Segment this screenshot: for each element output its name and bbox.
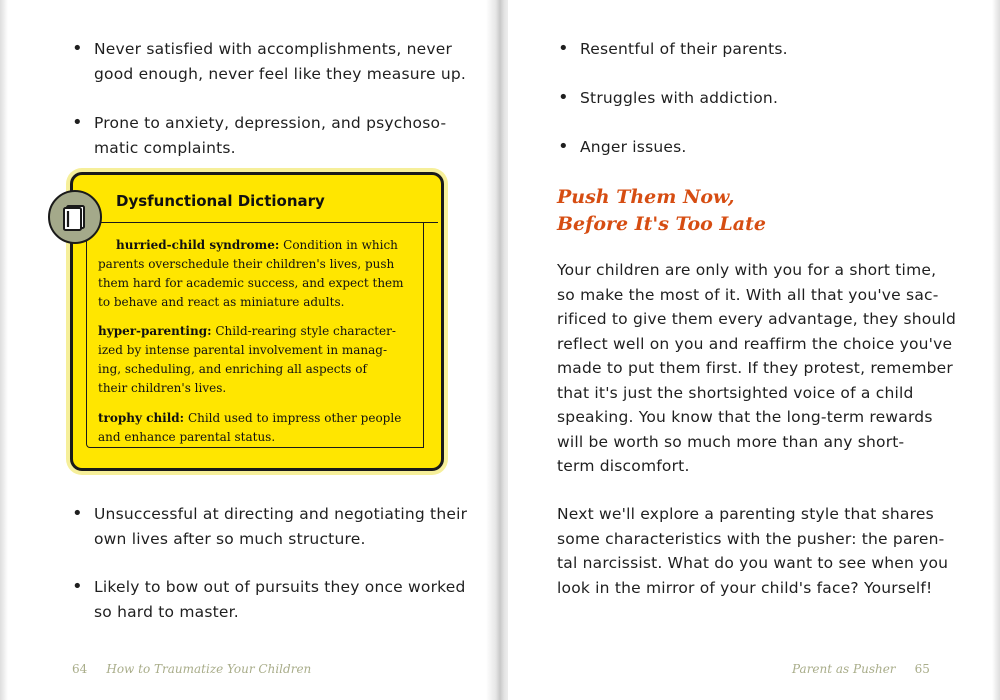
- bullet-item: [558, 86, 779, 111]
- bullet-line: so hard to master.: [94, 602, 239, 621]
- definition-text: parents overschedule their children's lives, push: [98, 257, 395, 271]
- definition-text: ized by intense parental involvement in manag-: [98, 343, 388, 357]
- paragraph-line: speaking. You know that the long-term rewards: [557, 408, 933, 426]
- bullet-item: [72, 575, 466, 624]
- paragraph-line: some characteristics with the pusher: the paren-: [557, 529, 945, 548]
- bullet-line: Never satisfied with accomplishments, never: [94, 40, 453, 58]
- page-number: 65: [914, 662, 930, 676]
- running-head: How to Traumatize Your Children: [106, 662, 312, 676]
- definition-text: and enhance parental status.: [98, 430, 276, 444]
- bullet-line: own lives after so much structure.: [94, 529, 366, 548]
- body-paragraph: [557, 502, 948, 600]
- paragraph-line: that it's just the shortsighted voice of a child: [557, 383, 914, 402]
- bullet-line: Likely to bow out of pursuits they once worked: [94, 578, 466, 596]
- running-head: Parent as Pusher: [792, 662, 896, 676]
- definition-term: hurried-child syndrome:: [116, 238, 280, 252]
- paragraph-line: so make the most of it. With all that you've sac-: [557, 285, 939, 304]
- heading-line: Push Them Now,: [557, 186, 735, 208]
- bullet-item: [72, 502, 468, 551]
- bullet-line: Unsuccessful at directing and negotiating their: [94, 505, 468, 523]
- section-heading: [557, 184, 766, 238]
- paragraph-line: tal narcissist. What do you want to see when you: [557, 554, 949, 572]
- paragraph-line: made to put them first. If they protest, remember: [557, 359, 953, 377]
- paragraph-line: look in the mirror of your child's face? Yourself!: [557, 578, 933, 597]
- definition-entry: [98, 409, 401, 447]
- definition-text: ing, scheduling, and enriching all aspects of: [98, 362, 367, 376]
- definition-text: Condition in which: [283, 238, 398, 252]
- page-edge-shadow: [992, 0, 1000, 700]
- definition-text: Child-rearing style character-: [215, 324, 396, 338]
- bullet-dot: •: [72, 503, 83, 524]
- paragraph-line: will be worth so much more than any short-: [557, 432, 905, 451]
- bullet-line: Prone to anxiety, depression, and psychoso-: [94, 114, 447, 132]
- bullet-line: matic complaints.: [94, 138, 236, 157]
- paragraph-line: rificed to give them every advantage, they should: [557, 310, 957, 328]
- paragraph-line: Next we'll explore a parenting style that shares: [557, 505, 934, 523]
- bullet-line: Resentful of their parents.: [580, 40, 788, 58]
- left-page: [0, 0, 492, 700]
- heading-line: Before It's Too Late: [557, 213, 766, 235]
- sidebar-title: Dysfunctional Dictionary: [116, 192, 325, 210]
- bullet-line: Struggles with addiction.: [580, 89, 779, 107]
- definition-text: their children's lives.: [98, 381, 227, 395]
- paragraph-line: term discomfort.: [557, 457, 690, 475]
- bullet-item: [72, 37, 467, 86]
- paragraph-line: reflect well on you and reaffirm the choice you've: [557, 334, 953, 353]
- left-footer: [72, 662, 311, 676]
- paragraph-line: Your children are only with you for a short time,: [557, 261, 937, 279]
- bullet-item: [72, 111, 447, 160]
- page-number: 64: [72, 662, 88, 676]
- definition-text: to behave and react as miniature adults.: [98, 295, 345, 309]
- book-icon: [48, 190, 102, 244]
- bullet-item: [558, 135, 687, 160]
- page-edge-shadow: [0, 0, 8, 700]
- definition-text: Child used to impress other people: [187, 411, 402, 425]
- right-footer: [792, 662, 930, 676]
- bullet-dot: •: [72, 38, 83, 59]
- bullet-dot: •: [72, 576, 83, 597]
- definition-term: hyper-parenting:: [98, 324, 212, 338]
- bullet-line: Anger issues.: [580, 138, 687, 156]
- definition-text: them hard for academic success, and expect them: [98, 276, 404, 290]
- bullet-item: [558, 37, 788, 62]
- bullet-line: good enough, never feel like they measure up.: [94, 64, 467, 83]
- bullet-dot: •: [558, 38, 569, 59]
- definition-term: trophy child:: [98, 411, 185, 425]
- body-paragraph: [557, 258, 956, 479]
- bullet-dot: •: [558, 136, 569, 157]
- bullet-dot: •: [72, 112, 83, 133]
- bullet-dot: •: [558, 87, 569, 108]
- definition-entry: [98, 322, 396, 398]
- definition-entry: [98, 236, 404, 312]
